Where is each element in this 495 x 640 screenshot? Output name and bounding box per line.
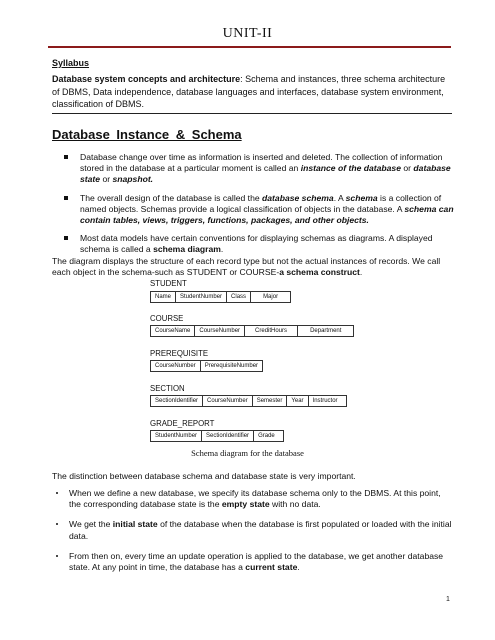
- schema-field: PrerequisiteNumber: [204, 363, 259, 369]
- schema-field: CourseNumber: [151, 361, 201, 371]
- schema-field: Major: [263, 294, 279, 300]
- list-item: We get the initial state of the database when the database is first populated or loaded with the initial data.: [52, 519, 452, 541]
- schema-field: StudentNumber: [176, 292, 227, 302]
- state-list: [52, 488, 452, 582]
- schema-diagram: [150, 279, 400, 464]
- schema-record-prerequisite: [150, 360, 263, 372]
- list-item: From then on, every time an update operation is applied to the database, we get another database state. At any point in time, the database has a current state.: [52, 551, 452, 573]
- list-item: When we define a new database, we specify its database schema only to the DBMS. At this point, the corresponding database state is the empty state with no data.: [52, 488, 452, 510]
- schema-field: Department: [310, 328, 342, 334]
- schema-field: SectionIdentifier: [202, 431, 254, 441]
- list-item: Most data models have certain conventions for displaying schemas as diagrams. A displayed schema is called a schema diagram.: [62, 233, 454, 255]
- diagram-caption: Schema diagram for the database: [191, 448, 304, 458]
- schema-name-section: SECTION: [150, 384, 185, 393]
- syllabus-label: Syllabus: [52, 58, 90, 68]
- schema-record-grade-report: [150, 430, 284, 442]
- schema-field: CourseNumber: [195, 326, 245, 336]
- dot-bullet-icon: [56, 523, 58, 525]
- schema-name-prerequisite: PREREQUISITE: [150, 349, 209, 358]
- schema-field: SectionIdentifier: [151, 396, 203, 406]
- schema-field: Instructor: [312, 398, 338, 404]
- syllabus-divider: [52, 113, 452, 114]
- diagram-intro-text: The diagram displays the structure of each record type but not the actual instances of records. We call each object in the schema-such as STUDENT or COURSE-a schema construct.: [52, 256, 441, 278]
- page-number: 1: [446, 596, 450, 603]
- schema-record-course: [150, 325, 354, 337]
- schema-name-grade-report: GRADE_REPORT: [150, 419, 215, 428]
- syllabus-topic-detail: : Schema and instances, three schema architecture of DBMS, Data independence, database languages and interfaces, database system environment, classification of DBMS.: [52, 74, 446, 109]
- dot-bullet-icon: [56, 492, 58, 494]
- schema-record-student: [150, 291, 291, 303]
- schema-field: Class: [227, 292, 251, 302]
- schema-name-course: COURSE: [150, 314, 184, 323]
- schema-field: CourseName: [151, 326, 195, 336]
- syllabus-topic: Database system concepts and architecture: [52, 74, 241, 84]
- schema-field: StudentNumber: [151, 431, 202, 441]
- syllabus-text: [52, 73, 452, 111]
- square-bullet-icon: [64, 196, 68, 200]
- schema-name-student: STUDENT: [150, 279, 187, 288]
- definition-list: [62, 152, 454, 263]
- section-heading: Database Instance & Schema: [52, 127, 242, 142]
- schema-field: Name: [151, 292, 176, 302]
- list-item: The overall design of the database is called the database schema. A schema is a collection of named objects. Schemas provide a logical classification of objects in the database. A schema can contain tables, views, triggers, functions, packages, and other objects.: [62, 193, 454, 227]
- square-bullet-icon: [64, 155, 68, 159]
- distinction-text: The distinction between database schema and database state is very important.: [52, 471, 356, 481]
- schema-field: CreditHours: [245, 326, 298, 336]
- dot-bullet-icon: [56, 555, 58, 557]
- schema-field: Year: [287, 396, 308, 406]
- schema-field: Semester: [253, 396, 288, 406]
- schema-field: Grade: [258, 433, 275, 439]
- header-divider: [48, 46, 451, 48]
- square-bullet-icon: [64, 236, 68, 240]
- schema-field: CourseNumber: [203, 396, 253, 406]
- unit-title: UNIT-II: [222, 26, 273, 41]
- schema-record-section: [150, 395, 347, 407]
- list-item: Database change over time as information is inserted and deleted. The collection of information stored in the database at a particular moment is called an instance of the database or database state or snapshot.: [62, 152, 454, 186]
